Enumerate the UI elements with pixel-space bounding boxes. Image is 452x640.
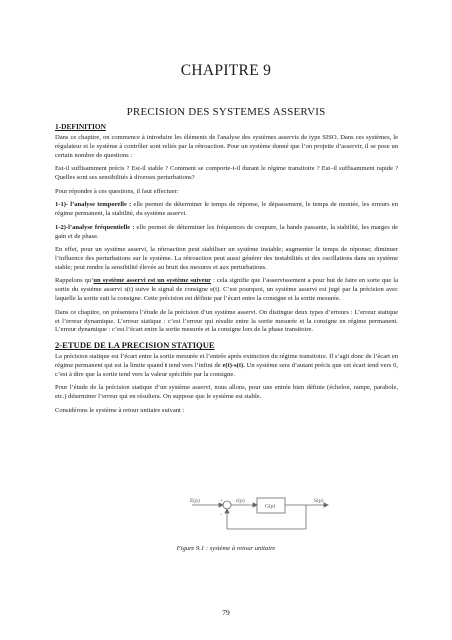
paragraph-questions: Est-il suffisamment précis ? Est-il stable ? Comment se comporte-t-il durant le régime transitoire ? Est–il suffisamment rapide ? Quelles sont ses sensibilités à diverses perturbations?	[55, 165, 398, 182]
block-diagram-svg	[186, 495, 336, 535]
output-arrow	[324, 503, 328, 507]
static-precision-text-mid: tend vers l’infini de	[167, 361, 223, 369]
follower-definition: un système asservi est un système suiveur	[93, 277, 212, 285]
frequency-analysis-label: 1-2)-l’analyse fréquentielle :	[55, 223, 135, 231]
paragraph-frequency-analysis	[55, 224, 398, 242]
heading-definition: 1-DEFINITION	[55, 122, 106, 131]
follower-text-rest: : cela signifie que l’asservissement a pour but de faire en sorte que la sortie du système asservi s(t) suive le signal de consigne e(t). C’est pourquoi, un système asservi est jugé par la précision avec laquelle la sortie suit la consigne. Cette précision est définie par l’écart entre la consigne et la sortie mesurée.	[55, 277, 399, 303]
paragraph-static-precision	[55, 353, 398, 380]
block-diagram	[186, 495, 336, 535]
paragraph-feedback-effects: En effet, pour un système asservi, la rétroaction peut stabiliser un système instable; augmenter le temps de réponse; diminuer l’influence des perturbations sur le système. La rétroaction peut aussi générer des instabilités et des oscillations dans un système stable; peut rendre la sensibilité élevée au bruit des mesures et aux perturbations.	[55, 246, 398, 271]
feedback-arrow	[225, 509, 229, 513]
output-label: S(p)	[314, 498, 324, 504]
paragraph-consider-system: Considérons le système à retour unitaire suivant :	[55, 406, 185, 414]
static-precision-expression: e(t)-s(t).	[222, 361, 245, 369]
input-label: E(p)	[190, 498, 200, 504]
figure-caption: Figure 9.1 : système à retour unitaire	[176, 545, 276, 552]
paragraph-follower-system	[55, 277, 398, 304]
body-text	[55, 122, 398, 420]
temporal-analysis-text: elle permet de déterminer le temps de réponse, le dépassement, le temps de montée, les erreurs en régime permanent, la stabilité, du système asservi.	[55, 201, 398, 218]
frequency-analysis-text: elle permet de déterminer les fréquences de coupure, la bande passante, la stabilité, les marges de gain et de phase.	[55, 223, 399, 240]
paragraph-intro: Dans ce chapitre, on commence à introduire les éléments de l'analyse des systèmes asservis de type SISO. Dans ces systèmes, le régulateur et le système à contrôler sont reliés par la rétroaction. Pour un système donné que l’on projette d’asservir, il se pose un certain nombre de questions :	[55, 134, 398, 159]
minus-sign: -	[220, 512, 222, 518]
error-arrow	[253, 503, 257, 507]
summing-junction	[223, 501, 231, 509]
plus-sign: +	[220, 498, 224, 504]
block-label: G(p)	[265, 503, 276, 510]
chapter-title: CHAPITRE 9	[180, 62, 272, 79]
static-precision-text-start: La précision statique est l’écart entre la sortie mesurée et l’entrée après extinction du régime transitoire. Il s’agit donc de l’écart en régime permanent qui est la limite quand	[55, 352, 398, 369]
paragraph-temporal-analysis	[55, 201, 398, 219]
section-title: PRECISION DES SYSTEMES ASSERVIS	[126, 106, 326, 118]
paragraph-method: Pour l’étude de la précision statique d’un système asservi, nous allons, pour une entrée bien définie (échelon, rampe, parabole, etc.) déterminer l’erreur qui en résultera. On suppose que le système est stable.	[55, 384, 398, 401]
follower-text-start: Rappelons qu’	[55, 277, 94, 285]
paragraph-answer-lead: Pour répondre à ces questions, il faut effectuer:	[55, 187, 179, 195]
error-label: ε(p)	[236, 498, 245, 504]
paragraph-error-types: Dans ce chapitre, on présentera l’étude de la précision d’un système asservi. On distingue deux types d’erreurs : L’erreur statique et l’erreur dynamique. L’erreur statique : c’est l’erreur qui résulte entre la sortie mesurée et la consigne en régime permanent. L’erreur dynamique : c’est l’écart entre la sortie mesurée et la consigne lors de la phase transitoire.	[55, 308, 398, 334]
static-precision-text-rest: Un système sera d’autant précis que cet écart tend vers 0, c’est à dire que la sortie tend vers la valeur spécifiée par la consigne.	[55, 361, 398, 378]
heading-static-precision: 2-ETUDE DE LA PRECISION STATIQUE	[55, 339, 215, 350]
static-precision-t: t	[164, 361, 168, 369]
page-number: 79	[222, 608, 230, 617]
temporal-analysis-label: 1-1)- l’analyse temporelle :	[55, 201, 132, 209]
